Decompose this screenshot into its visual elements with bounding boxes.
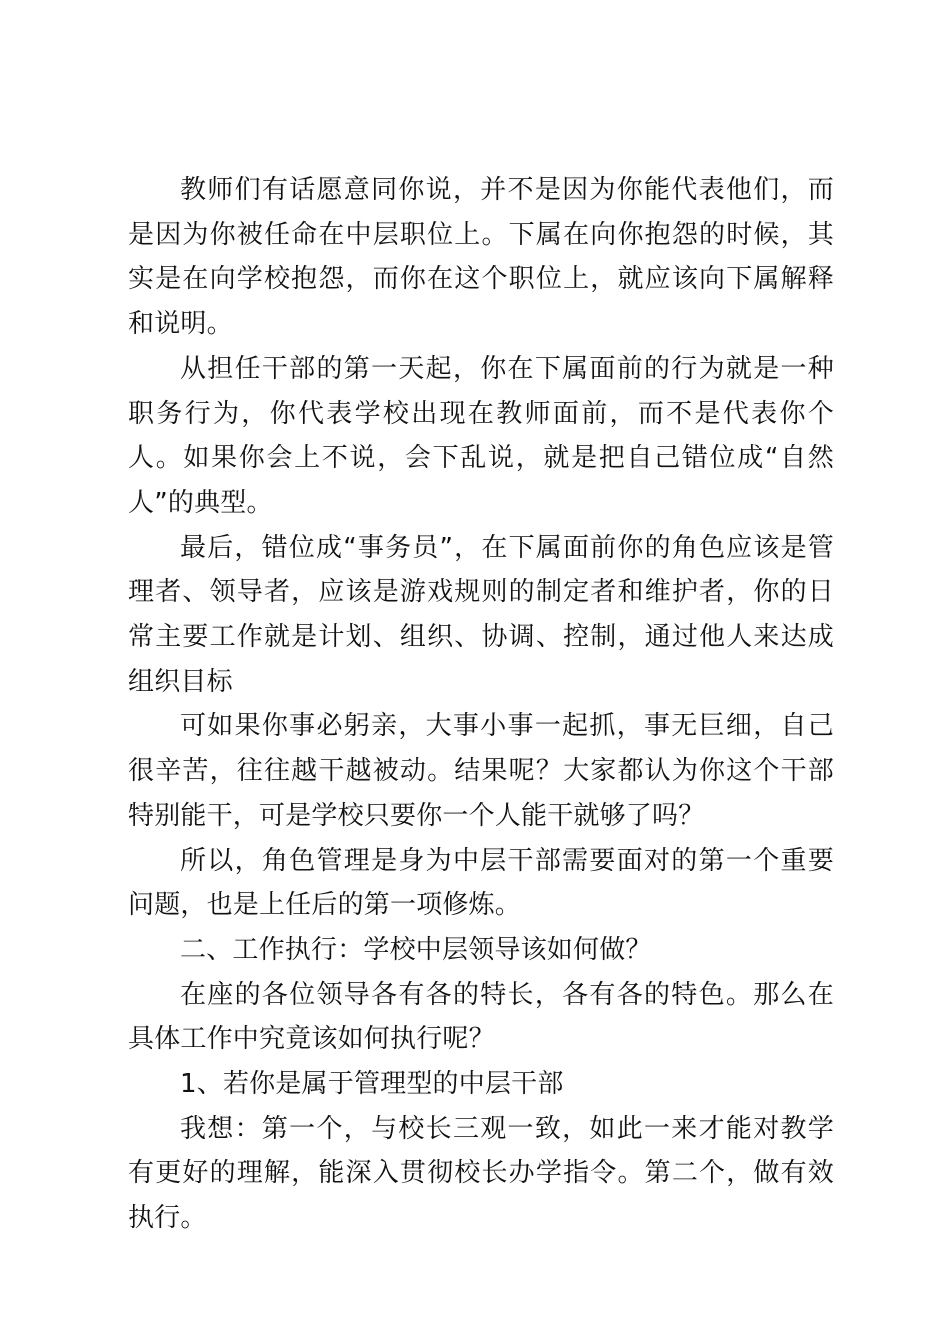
paragraph: 最后，错位成“事务员”，在下属面前你的角色应该是管理者、领导者，应该是游戏规则的制定者和维护者，你的日常主要工作就是计划、组织、协调、控制，通过他人来达成组织目标: [128, 532, 834, 697]
paragraph: 从担任干部的第一天起，你在下属面前的行为就是一种职务行为，你代表学校出现在教师面前，而不是代表你个人。如果你会上不说，会下乱说，就是把自己错位成“自然人”的典型。: [128, 353, 834, 518]
document-body: [128, 168, 834, 1241]
subsection-heading: 1、若你是属于管理型的中层干部: [180, 1069, 564, 1100]
paragraph: 所以，角色管理是身为中层干部需要面对的第一个重要问题，也是上任后的第一项修炼。: [128, 845, 834, 921]
section-heading: 二、工作执行：学校中层领导该如何做？: [180, 934, 652, 965]
paragraph: 可如果你事必躬亲，大事小事一起抓，事无巨细，自己很辛苦，往往越干越被动。结果呢？大家都认为你这个干部特别能干，可是学校只要你一个人能干就够了吗？: [128, 711, 834, 831]
paragraph: 在座的各位领导各有各的特长，各有各的特色。那么在具体工作中究竟该如何执行呢？: [128, 979, 834, 1055]
paragraph: 我想：第一个，与校长三观一致，如此一来才能对教学有更好的理解，能深入贯彻校长办学指令。第二个，做有效执行。: [128, 1113, 834, 1234]
paragraph: 教师们有话愿意同你说，并不是因为你能代表他们，而是因为你被任命在中层职位上。下属在向你抱怨的时候，其实是在向学校抱怨，而你在这个职位上，就应该向下属解释和说明。: [128, 175, 834, 340]
